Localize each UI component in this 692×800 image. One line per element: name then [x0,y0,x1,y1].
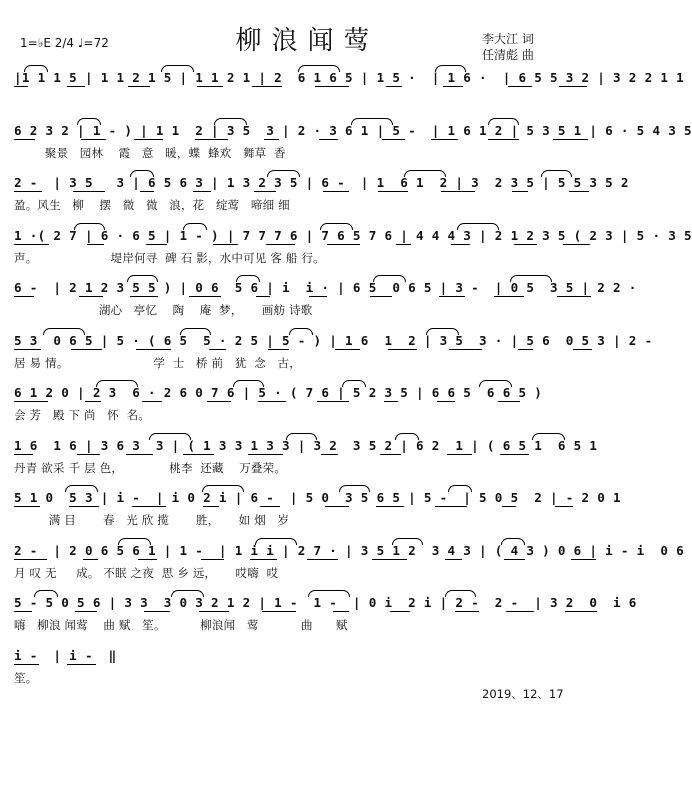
note-beam [437,401,455,402]
note-beam [69,506,99,507]
note-beam [439,296,465,297]
slur-mark [426,328,459,335]
note-beam [268,349,289,350]
note-beam [388,349,417,350]
lyrics-line: 丹青 欲采 千 层 色， 桃李 还藏 万叠荣。 [14,460,287,475]
slur-mark [214,118,247,125]
notation-line: 5 - 5 0 5 6 | 3 3 3 0 3 2 1 2 | 1 - 1 - | 0 i 2 i | 2 - 2 - | 3 2 0 i 6 [14,595,637,610]
note-beam [555,506,573,507]
score-row [14,484,621,532]
note-beam [14,664,39,665]
note-beam [573,349,592,350]
note-beam [197,86,223,87]
note-beam [494,296,524,297]
note-beam [83,559,98,560]
slur-mark [118,538,151,545]
note-beam [254,191,276,192]
note-beam [431,139,458,140]
score-row [14,589,637,637]
slur-mark [510,275,552,282]
note-beam [71,349,102,350]
slur-mark [501,538,525,545]
slur-mark [255,538,297,545]
note-beam [183,454,214,455]
note-beam [195,139,228,140]
key-signature: 1=♭E 2/4 ♩=72 [20,36,109,50]
notation-line: 1 6 1 6 | 3 6 3 3 | ( 1 3 3 1 3 3 | 3 2 3 5 2 | 6 2 1 | ( 6 5 1 6 5 1 [14,437,598,453]
slur-mark [289,328,313,335]
note-beam [445,559,462,560]
slur-mark [479,380,512,387]
note-beam [565,611,597,612]
note-beam [81,139,106,140]
note-beam [500,454,529,455]
note-beam [571,559,596,560]
slur-mark [171,590,204,597]
slur-mark [65,485,98,492]
note-beam [504,559,525,560]
note-beam [128,86,150,87]
slur-mark [404,170,446,177]
note-beam [518,349,533,350]
notation-line: i - | i - ‖ [14,647,117,663]
note-beam [248,454,283,455]
slur-mark [373,275,406,282]
slur-mark [233,380,264,387]
slur-mark [435,65,466,72]
notation-line: 6 - | 2 1 2 3 5 5 ) | 0 6 5 6 | i i · | 6 5 0 6 5 | 3 - | 0 5 3 5 | 2 2 · [14,280,637,295]
note-beam [443,86,463,87]
note-beam [252,86,282,87]
slur-mark [202,485,244,492]
score-row [14,537,684,585]
note-beam [75,611,97,612]
note-beam [14,244,49,245]
note-beam [132,506,166,507]
slur-mark [541,170,572,177]
note-beam [14,191,42,192]
notation-line: 5 3 0 6 5 | 5 · ( 6 5 5 · 2 5 | 5 - ) | 1 6 1 2 | 3 5 3 · | 5 6 0 5 3 | 2 - [14,332,653,348]
note-beam [327,244,360,245]
score-row [14,432,602,480]
note-beam [506,611,534,612]
slur-mark [127,275,158,282]
slur-mark [286,433,317,440]
note-beam [307,559,338,560]
slur-mark [267,170,300,177]
score-row [14,169,629,217]
note-beam [193,191,211,192]
note-beam [85,401,101,402]
composer-credit: 任清彪 曲 [482,48,534,62]
note-beam [258,401,286,402]
note-beam [266,244,295,245]
slur-mark [320,223,353,230]
notation-line: 2 - | 2 0 6 5 6 1 | 1 - | 1 i i | 2 7 · | 3 5 1 2 3 4 3 | ( 4 3 ) 0 6 | i - i 0 6 [14,542,684,558]
score-row [14,379,602,427]
notation-line: |1 1 1 5 | 1 1 2 1 5 | 1 1 2 1 | 2 6 1 6 5 | 1 5 · | 1 6 · | 6 5 5 3 2 | 3 2 2 1 1 [14,70,684,85]
note-beam [207,401,231,402]
note-beam [146,244,167,245]
note-beam [14,611,32,612]
slur-mark [43,328,85,335]
slur-mark [457,223,499,230]
lyrics-line: 声。 堤岸何寻 碑 石 影，水中可见 客 船 行。 [14,250,325,265]
note-beam [14,139,35,140]
slur-mark [149,433,191,440]
note-beam [447,454,472,455]
slur-mark [130,170,154,177]
note-beam [67,664,96,665]
notation-line: 1 ·( 2 7 | 6 · 6 5 | 1 - ) | 7 7 7 6 | 7 6 5 7 6 | 4 4 4 3 | 2 1 2 3 5 ( 2 3 | 5 · 3 5 [14,227,692,243]
note-beam [396,244,411,245]
lyrics-line: 盈。风生 柳 摆 微 微 浪，花 绽莺 啼细 细 [14,198,290,212]
note-beam [203,506,219,507]
note-beam [323,191,349,192]
lyrics-line: 会 芳 殿 下 尚 怀 名。 [14,408,151,422]
notation-line: 5 1 0 5 3 | i - | i 0 2 i | 6 - | 5 0 3 5 6 5 | 5 - | 5 0 5 2 | - 2 0 1 [14,490,621,505]
slur-mark [77,118,101,125]
note-beam [335,349,360,350]
note-beam [209,349,226,350]
note-beam [138,559,157,560]
note-beam [262,611,296,612]
slur-mark [351,118,393,125]
note-beam [488,139,519,140]
note-beam [372,559,407,560]
note-beam [317,401,349,402]
score-row [14,642,602,690]
note-beam [213,244,238,245]
note-beam [87,244,104,245]
slur-mark [392,538,423,545]
note-beam [250,559,277,560]
slur-mark [448,485,472,492]
note-beam [315,86,349,87]
notation-line: 6 2 3 2 | 1 - ) | 1 1 2 | 3 5 3 | 2 · 3 6 1 | 5 - | 1 6 1 2 | 5 3 5 1 | 6 · 5 4 3 5 [14,122,692,138]
note-beam [201,559,224,560]
note-beam [140,191,154,192]
lyrics-line: 居 易 情。 学 士 桥 前 犹 念 古， [14,355,301,370]
note-beam [384,401,398,402]
note-beam [142,401,162,402]
notation-line: 6 1 2 0 | 2 3 6 · 2 6 0 7 6 | 5 · ( 7 6 | 5 2 3 5 | 6 6 5 6 6 5 ) [14,385,543,400]
note-beam [380,454,401,455]
notation-line: 2 - | 3 5 3 | 6 5 6 3 | 1 3 2 3 5 | 6 - | 1 6 1 2 | 3 2 3 5 | 5 5 3 5 2 [14,175,629,190]
note-beam [136,349,171,350]
note-beam [309,296,327,297]
note-beam [130,296,158,297]
note-beam [189,296,221,297]
score-title: 柳浪闻莺 [235,26,380,56]
lyrics-line: 满 目 春 光 欣 揽 胜， 如 烟 岁 [14,513,290,527]
score-row [14,327,653,375]
note-beam [382,139,405,140]
slur-mark [34,590,58,597]
slur-mark [180,328,211,335]
note-beam [14,296,34,297]
note-beam [256,296,270,297]
lyrics-line: 湖心 亭忆 陶 庵 梦， 画舫 诗歌 [14,303,313,317]
lyrics-line: 月 叹 无 成。 不眠 之夜 思 乡 远， 哎嗨 哎 [14,565,279,580]
note-beam [502,506,516,507]
note-beam [321,454,338,455]
note-beam [498,401,520,402]
slur-mark [339,485,370,492]
note-beam [512,191,528,192]
date-stamp: 2019、12、17 [482,687,564,701]
note-beam [199,611,229,612]
note-beam [508,86,532,87]
note-beam [319,139,338,140]
score-row [14,64,684,112]
note-beam [264,139,279,140]
note-beam [77,454,100,455]
note-beam [449,349,482,350]
note-beam [67,86,85,87]
note-beam [14,506,40,507]
lyrics-line: 笙。 [14,670,38,685]
note-beam [435,506,467,507]
slur-mark [183,223,207,230]
lyrics-line: 嗨 柳浪 闻莺 曲 赋 笙。 柳浪闻 莺 曲 赋 [14,618,348,632]
note-beam [144,611,170,612]
note-beam [134,139,163,140]
note-beam [386,86,402,87]
note-beam [14,401,48,402]
lyricist-credit: 李大江 词 [482,32,534,46]
score-row [14,274,637,322]
slur-mark [236,275,260,282]
note-beam [14,349,41,350]
note-beam [378,191,408,192]
slur-mark [532,433,565,440]
note-beam [514,244,537,245]
slur-mark [24,65,48,72]
slur-mark [395,433,419,440]
note-beam [376,506,404,507]
note-beam [451,244,470,245]
note-beam [333,611,349,612]
slur-mark [74,223,105,230]
score-row [14,117,692,165]
note-beam [14,454,33,455]
note-beam [441,191,475,192]
note-beam [260,506,280,507]
lyrics-line: 聚景 园林 霞 意 暖，蝶 蜂欢 舞草 香 [14,145,286,160]
note-beam [569,191,589,192]
note-beam [563,244,590,245]
note-beam [126,454,153,455]
note-beam [79,296,103,297]
note-beam [370,296,392,297]
slur-mark [308,590,350,597]
note-beam [390,611,410,612]
slur-mark [445,590,476,597]
note-beam [73,191,105,192]
note-beam [14,86,28,87]
slur-mark [96,380,138,387]
slur-mark [488,118,519,125]
slur-mark [161,65,194,72]
note-beam [14,559,47,560]
score-row [14,222,692,270]
note-beam [325,506,349,507]
note-beam [559,86,587,87]
note-beam [455,611,479,612]
note-beam [557,296,591,297]
note-beam [553,139,588,140]
slur-mark [298,65,340,72]
slur-mark [342,380,366,387]
